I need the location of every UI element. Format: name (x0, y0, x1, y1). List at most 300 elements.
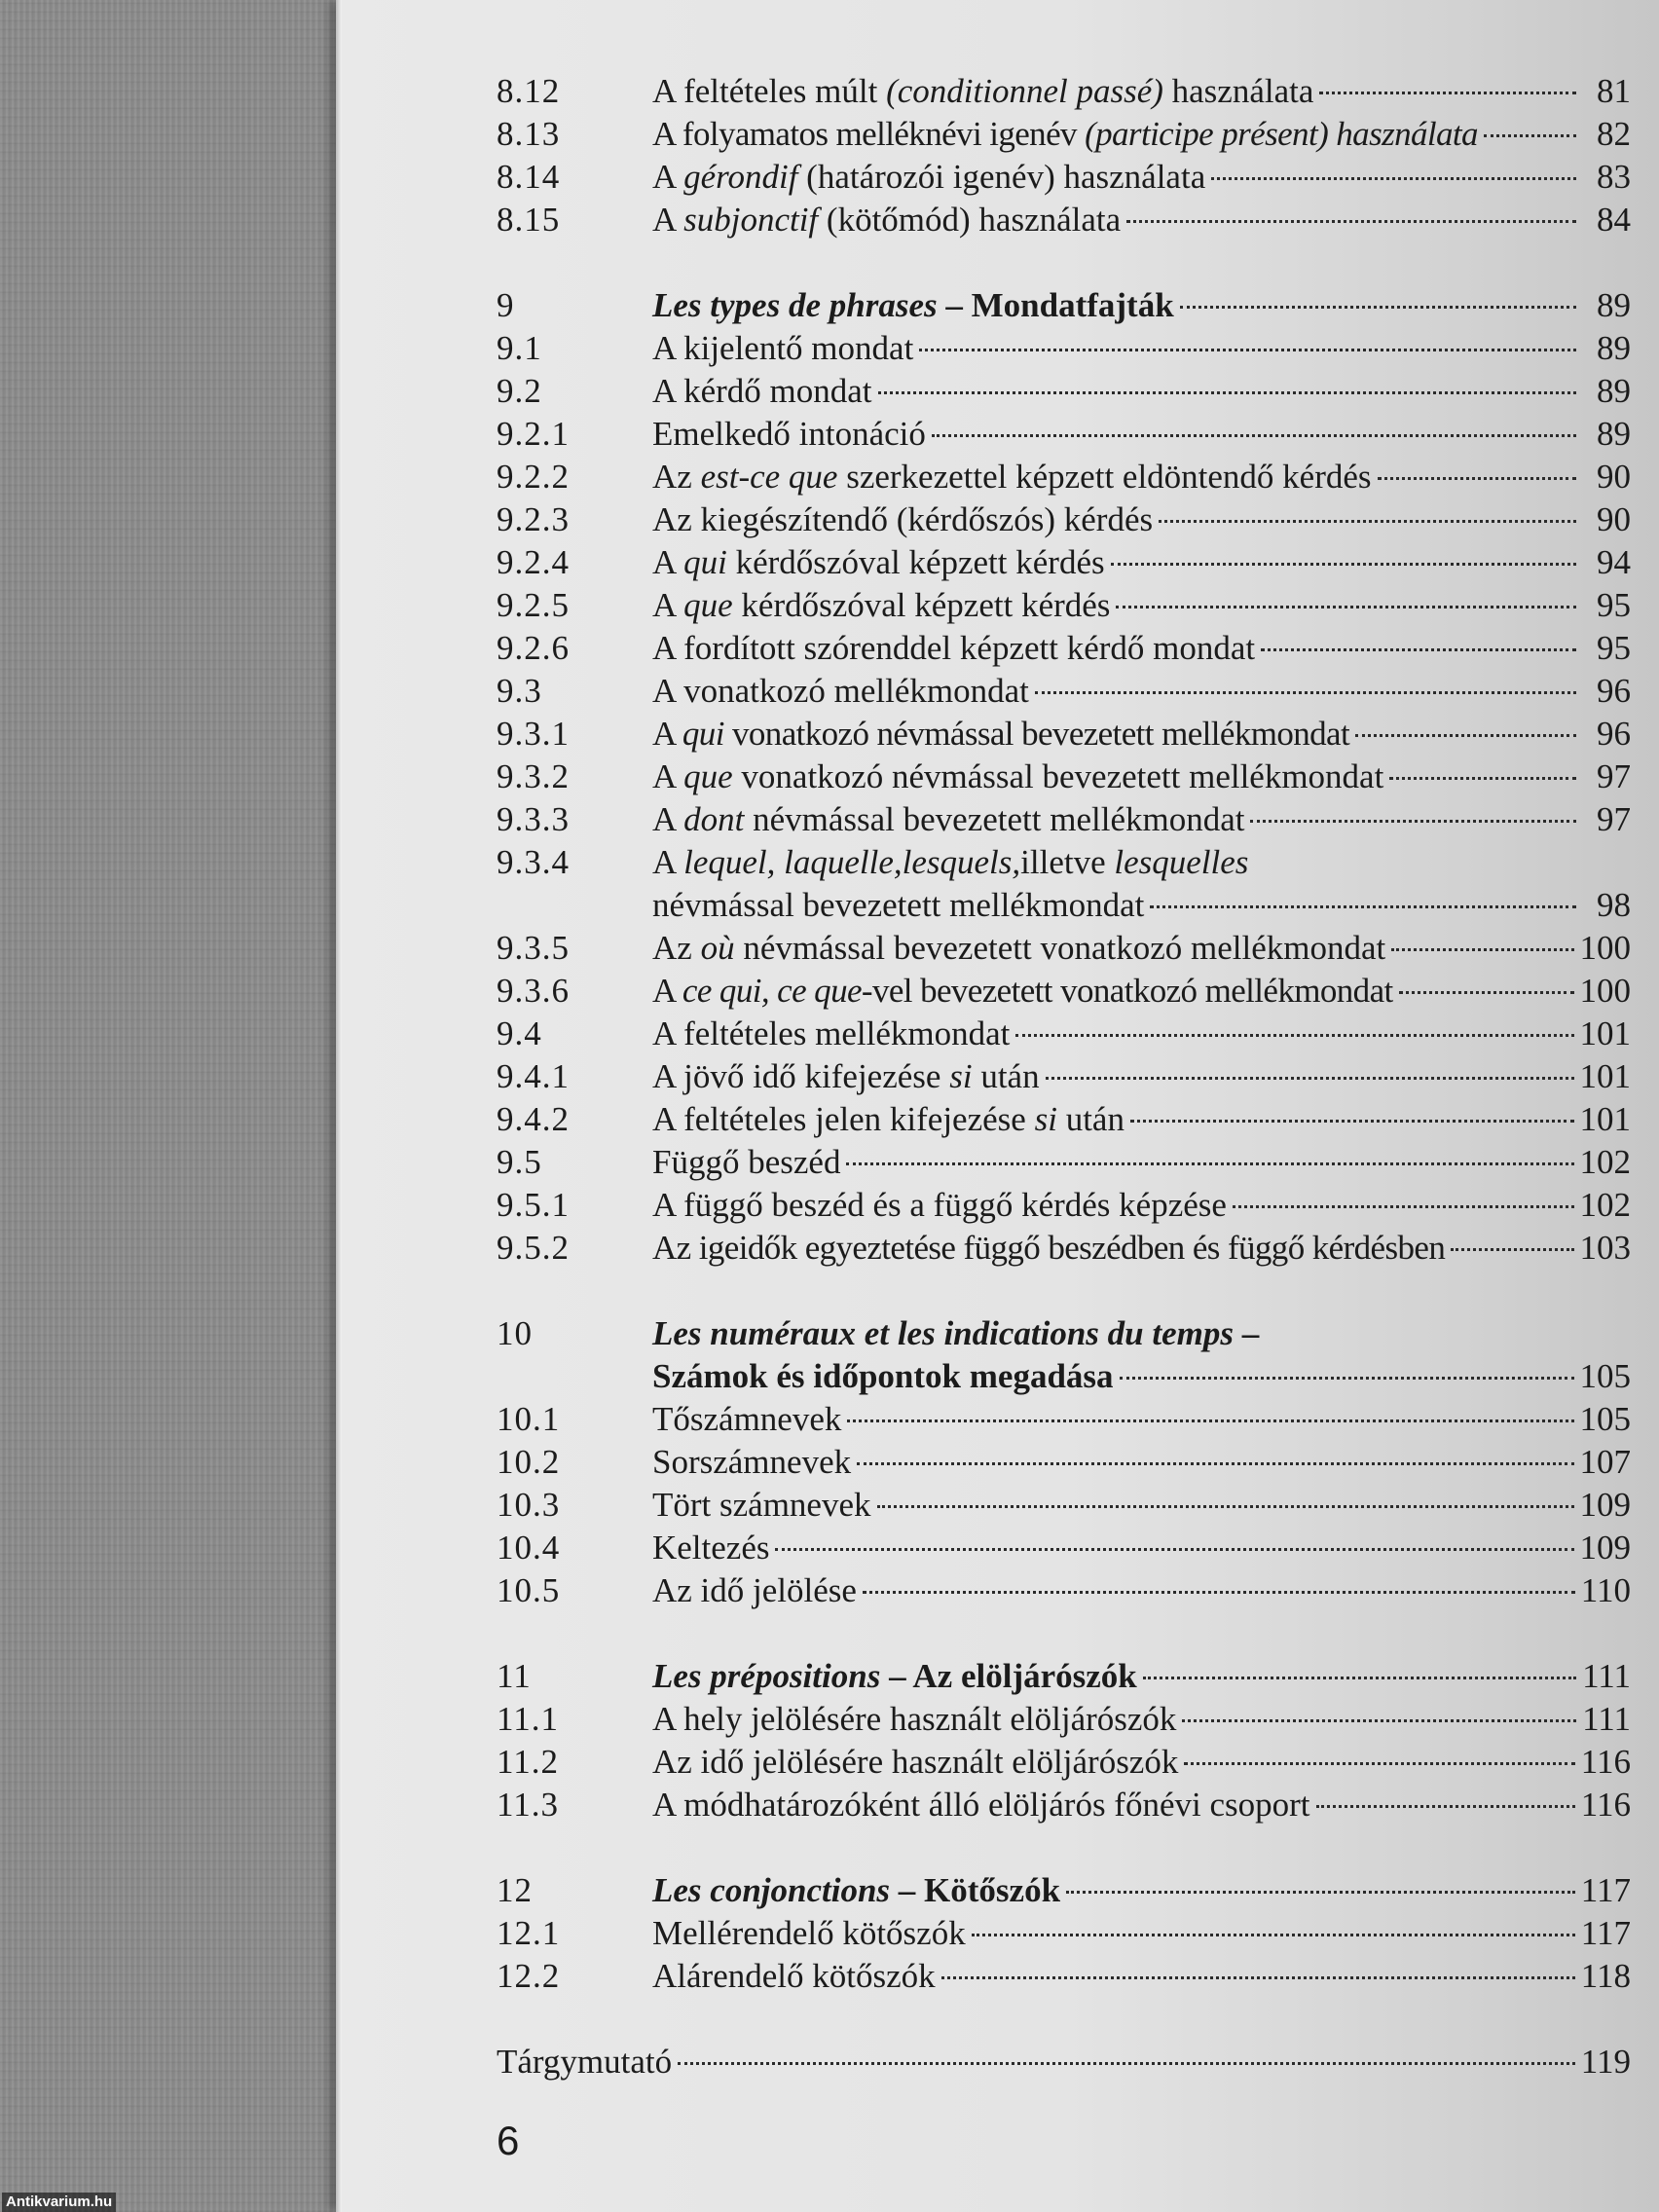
dot-leader (1182, 1719, 1576, 1722)
toc-title-italic: subjonctif (683, 201, 819, 239)
toc-page: 90 (1597, 500, 1631, 538)
toc-entry (652, 841, 1631, 884)
toc-title (652, 1013, 1010, 1055)
toc-page: 82 (1597, 115, 1631, 153)
toc-title (652, 113, 1478, 156)
toc-title-text: A feltételes jelen kifejezése (652, 1100, 1035, 1138)
toc-title (652, 1698, 1176, 1741)
toc-title-italic: Les prépositions (652, 1657, 881, 1695)
toc-entry (652, 413, 1631, 456)
toc-title (652, 1655, 1137, 1698)
toc-entry (652, 1013, 1631, 1055)
toc-number: 9.2 (497, 372, 542, 410)
toc-title (652, 1484, 871, 1527)
toc-title-text: névmással bevezetett mellékmondat (652, 886, 1145, 924)
toc-row (497, 113, 1631, 156)
toc-title-text: használata (1162, 72, 1314, 110)
toc-entry (652, 584, 1631, 627)
toc-number: 9.1 (497, 329, 542, 367)
toc-number: 12.2 (497, 1957, 561, 1995)
toc-number: 8.12 (497, 72, 561, 110)
toc-title-text: Az (652, 929, 701, 967)
toc-number: 8.15 (497, 201, 561, 239)
dot-leader (932, 434, 1576, 437)
toc-title-text: (határozói igenév) használata (797, 158, 1206, 196)
toc-title (652, 970, 1393, 1013)
toc-title (652, 927, 1385, 970)
toc-entry (652, 927, 1631, 970)
toc-title (652, 798, 1244, 841)
toc-number: 9.2.1 (497, 415, 570, 453)
toc-entry (652, 370, 1631, 413)
toc-entry (652, 1569, 1631, 1612)
toc-title (652, 1569, 857, 1612)
toc-row (497, 1398, 1631, 1441)
toc-row (497, 884, 1631, 927)
toc-title-italic: si (949, 1057, 973, 1095)
toc-title-italic: qui (683, 543, 727, 581)
toc-entry (497, 2041, 1631, 2083)
toc-row (497, 156, 1631, 199)
toc-number: 10.3 (497, 1486, 561, 1524)
dot-leader (1261, 648, 1576, 651)
toc-title-text: A jövő idő kifejezése (652, 1057, 950, 1095)
toc-title (652, 1055, 1040, 1098)
toc-title (652, 884, 1144, 927)
toc-entry (652, 1441, 1631, 1484)
toc-page: 81 (1597, 72, 1631, 110)
toc-row (497, 1741, 1631, 1784)
toc-title-italic: Les conjonctions (652, 1871, 891, 1909)
toc-entry (652, 970, 1631, 1013)
toc-page: 90 (1597, 458, 1631, 496)
toc-number: 12.1 (497, 1914, 561, 1952)
toc-page: 89 (1597, 415, 1631, 453)
toc-entry (652, 1398, 1631, 1441)
toc-title-text: (kötőmód) használata (818, 201, 1122, 239)
toc-title-text: A módhatározóként álló elöljárós főnévi csoport (652, 1786, 1310, 1824)
toc-number: 9.5.1 (497, 1186, 570, 1224)
toc-title-text: Az igeidők egyeztetése függő beszédben és függő kérdésben (652, 1229, 1446, 1267)
toc-entry (652, 627, 1631, 670)
toc-entry (652, 113, 1631, 156)
toc-title-text: Az idő jelölésére használt elöljárószók (652, 1743, 1179, 1781)
toc-entry (652, 498, 1631, 541)
toc-number: 9.3.3 (497, 800, 570, 838)
toc-title-italic: lesquelles (1114, 843, 1249, 881)
toc-number: 9.2.3 (497, 500, 570, 538)
toc-title-italic: que (683, 757, 733, 795)
toc-page: 110 (1580, 1571, 1631, 1609)
toc-title-text: Függő beszéd (652, 1143, 841, 1181)
dot-leader (1015, 1034, 1573, 1037)
toc-entry (652, 327, 1631, 370)
dot-leader (1451, 1248, 1573, 1251)
toc-title-text: A (652, 715, 682, 753)
toc-row (497, 370, 1631, 413)
dot-leader (1126, 220, 1576, 223)
dot-leader (972, 1934, 1575, 1936)
toc-title-italic: qui (682, 715, 724, 753)
dot-leader (1316, 1805, 1575, 1808)
toc-title-text: Sorszámnevek (652, 1443, 852, 1481)
toc-title (652, 713, 1349, 756)
toc-row (497, 1055, 1631, 1098)
toc-title (652, 1184, 1227, 1227)
toc-number: 11.3 (497, 1786, 559, 1824)
toc-number: 9.2.5 (497, 586, 570, 624)
toc-page: 83 (1597, 158, 1631, 196)
toc-title (652, 541, 1105, 584)
toc-number: 9.4 (497, 1014, 542, 1052)
toc-title-text: Alárendelő kötőszók (652, 1957, 936, 1995)
dot-leader (1399, 991, 1574, 994)
toc-row (497, 70, 1631, 113)
dot-leader (1250, 820, 1576, 823)
dot-leader (877, 1505, 1574, 1508)
toc-row (497, 1227, 1631, 1270)
toc-chapter-row (497, 1869, 1631, 1912)
toc-title-text: után (1056, 1100, 1124, 1138)
toc-number: 10 (497, 1314, 533, 1352)
toc-title-text: szerkezettel képzett eldöntendő kérdés (837, 458, 1372, 496)
toc-chapter-row (497, 284, 1631, 327)
toc-number: 8.13 (497, 115, 561, 153)
toc-title-text: Számok és időpontok megadása (652, 1357, 1114, 1395)
toc-title-text: A feltételes mellékmondat (652, 1014, 1011, 1052)
toc-row (497, 2041, 1631, 2083)
toc-title-text: A (652, 543, 684, 581)
toc-entry (652, 156, 1631, 199)
toc-row (497, 327, 1631, 370)
dot-leader (1066, 1891, 1575, 1894)
toc-title-italic: lequel, laquelle,lesquels, (683, 843, 1021, 881)
toc-number: 9.2.6 (497, 629, 570, 667)
dot-leader (1130, 1120, 1574, 1123)
dot-leader (1046, 1077, 1574, 1080)
toc-title-text: Keltezés (652, 1529, 770, 1567)
toc-page: 107 (1579, 1443, 1631, 1481)
toc-title (652, 413, 926, 456)
toc-title-text: kérdőszóval képzett kérdés (726, 543, 1105, 581)
toc-title-text: A (652, 158, 684, 196)
toc-title-italic: que (683, 586, 733, 624)
toc-row (497, 1184, 1631, 1227)
toc-page: 101 (1579, 1057, 1631, 1095)
toc-number: 9.3 (497, 672, 542, 710)
toc-number: 10.2 (497, 1443, 561, 1481)
toc-page: 103 (1579, 1229, 1631, 1267)
dot-leader (1319, 92, 1576, 94)
toc-page: 109 (1579, 1529, 1631, 1567)
toc-entry (652, 70, 1631, 113)
book-page (336, 0, 1659, 2212)
toc-entry (652, 1655, 1631, 1698)
dot-leader (941, 1976, 1575, 1979)
toc-title-text: A folyamatos melléknévi igenév (652, 115, 1086, 153)
dot-leader (1391, 948, 1573, 951)
toc-number: 9.4.1 (497, 1057, 570, 1095)
toc-number: 9 (497, 286, 515, 324)
toc-title (652, 1955, 936, 1998)
toc-title-italic: gérondif (683, 158, 798, 196)
toc-chapter-row (497, 1312, 1631, 1355)
toc-entry (652, 756, 1631, 798)
dot-leader (1150, 905, 1576, 908)
toc-number: 10.5 (497, 1571, 561, 1609)
dot-leader (1143, 1677, 1576, 1679)
toc-row (497, 1484, 1631, 1527)
toc-page: 95 (1597, 586, 1631, 624)
table-of-contents (497, 70, 1631, 2083)
toc-title-text: – Az elöljárószók (880, 1657, 1137, 1695)
toc-page: 101 (1579, 1100, 1631, 1138)
toc-title-text: Tört számnevek (652, 1486, 871, 1524)
toc-row (497, 1441, 1631, 1484)
dot-leader (1389, 777, 1576, 780)
toc-entry (652, 713, 1631, 756)
toc-title (652, 498, 1153, 541)
toc-title (652, 1784, 1310, 1826)
toc-row (497, 498, 1631, 541)
toc-page: 105 (1579, 1400, 1631, 1438)
toc-row (497, 1784, 1631, 1826)
toc-title-italic: (participe présent) használata (1085, 115, 1478, 153)
toc-number: 9.5 (497, 1143, 542, 1181)
toc-number: 9.3.6 (497, 972, 570, 1010)
dot-leader (919, 349, 1576, 351)
toc-title (652, 370, 872, 413)
toc-number: 9.3.5 (497, 929, 570, 967)
toc-number: 11 (497, 1657, 532, 1695)
toc-entry (652, 1912, 1631, 1955)
toc-title-text: Mellérendelő kötőszók (652, 1914, 966, 1952)
dot-leader (1035, 691, 1576, 694)
dot-leader (678, 2062, 1575, 2065)
toc-title-text: névmással bevezetett mellékmondat (744, 800, 1245, 838)
toc-title-italic: Les numéraux et les indications du temps (652, 1314, 1234, 1352)
toc-title (652, 1741, 1178, 1784)
toc-page: 102 (1579, 1143, 1631, 1181)
toc-entry (652, 541, 1631, 584)
toc-number: 9.2.4 (497, 543, 570, 581)
dot-leader (846, 1162, 1573, 1165)
toc-row (497, 1141, 1631, 1184)
toc-entry (652, 798, 1631, 841)
toc-entry (652, 1055, 1631, 1098)
dot-leader (857, 1462, 1573, 1465)
toc-title-text: A hely jelölésére használt elöljárószók (652, 1700, 1177, 1738)
toc-page: 98 (1597, 886, 1631, 924)
toc-title (652, 1355, 1114, 1398)
toc-entry (652, 670, 1631, 713)
toc-entry (652, 1141, 1631, 1184)
toc-title-text: A (652, 201, 684, 239)
toc-title-text: A vonatkozó mellékmondat (652, 672, 1029, 710)
toc-title-text: A (652, 843, 684, 881)
page-edge (336, 0, 342, 2212)
toc-title (652, 627, 1255, 670)
toc-title (652, 156, 1205, 199)
toc-title-text: – (1234, 1314, 1260, 1352)
toc-row (497, 670, 1631, 713)
dot-leader (1111, 563, 1576, 566)
toc-number: 9.4.2 (497, 1100, 570, 1138)
toc-title-text: – Kötőszók (890, 1871, 1061, 1909)
toc-entry (652, 1312, 1631, 1355)
toc-entry (652, 884, 1631, 927)
toc-row (497, 1013, 1631, 1055)
toc-title-text: Az (652, 458, 701, 496)
toc-entry (652, 1227, 1631, 1270)
toc-row (497, 541, 1631, 584)
toc-page: 97 (1597, 800, 1631, 838)
toc-entry (652, 1484, 1631, 1527)
toc-row (497, 927, 1631, 970)
dot-leader (1233, 1205, 1574, 1208)
toc-page: 116 (1580, 1786, 1631, 1824)
toc-row (497, 1098, 1631, 1141)
toc-number: 9.3.1 (497, 715, 570, 753)
toc-title-text: vonatkozó névmással bevezetett mellékmondat (723, 715, 1350, 753)
toc-row (497, 1912, 1631, 1955)
toc-title-italic: où (700, 929, 735, 967)
toc-title-text: A feltételes múlt (652, 72, 887, 110)
toc-title (652, 841, 1248, 884)
toc-entry (652, 456, 1631, 498)
toc-title-italic: ce qui, ce que (682, 972, 862, 1010)
toc-row (497, 1955, 1631, 1998)
dot-leader (1378, 477, 1576, 480)
toc-title (497, 2041, 672, 2083)
toc-title-italic: si (1034, 1100, 1057, 1138)
toc-page: 111 (1582, 1657, 1631, 1695)
toc-title-text: A fordított szórenddel képzett kérdő mondat (652, 629, 1256, 667)
toc-title-text: Tárgymutató (497, 2043, 673, 2081)
toc-page: 117 (1580, 1914, 1631, 1952)
toc-page: 102 (1579, 1186, 1631, 1224)
dot-leader (1180, 306, 1576, 309)
toc-title-italic: dont (683, 800, 745, 838)
toc-title (652, 1912, 966, 1955)
dot-leader (1484, 134, 1576, 137)
toc-page: 119 (1580, 2043, 1631, 2081)
toc-page: 109 (1579, 1486, 1631, 1524)
toc-entry (652, 1741, 1631, 1784)
toc-entry (652, 199, 1631, 241)
toc-row (497, 1698, 1631, 1741)
toc-page: 118 (1580, 1957, 1631, 1995)
toc-entry (652, 1355, 1631, 1398)
toc-page: 89 (1597, 329, 1631, 367)
toc-chapter-row (497, 1655, 1631, 1698)
toc-entry (652, 1784, 1631, 1826)
toc-page: 95 (1597, 629, 1631, 667)
toc-title (652, 670, 1029, 713)
toc-title (652, 327, 913, 370)
toc-row (497, 584, 1631, 627)
toc-number: 9.3.2 (497, 757, 570, 795)
toc-page: 89 (1597, 372, 1631, 410)
toc-title-text: névmással bevezetett vonatkozó mellékmondat (734, 929, 1386, 967)
toc-title (652, 199, 1121, 241)
toc-title-text: vonatkozó névmással bevezetett mellékmondat (732, 757, 1384, 795)
toc-title-italic: est-ce que (700, 458, 838, 496)
toc-title-text: A (652, 972, 682, 1010)
toc-title (652, 1141, 840, 1184)
toc-title-text: A kérdő mondat (652, 372, 872, 410)
toc-page: 84 (1597, 201, 1631, 239)
toc-page: 100 (1579, 929, 1631, 967)
toc-number: 9.5.2 (497, 1229, 570, 1267)
toc-row (497, 970, 1631, 1013)
toc-row (497, 841, 1631, 884)
toc-page: 117 (1580, 1871, 1631, 1909)
toc-title-text: A kijelentő mondat (652, 329, 914, 367)
toc-title (652, 1527, 769, 1569)
toc-title-italic: (conditionnel passé) (886, 72, 1163, 110)
dot-leader (1355, 734, 1576, 737)
toc-page: 89 (1597, 286, 1631, 324)
toc-title (652, 756, 1383, 798)
desk-background (0, 0, 336, 2212)
toc-title (652, 1441, 851, 1484)
toc-page: 94 (1597, 543, 1631, 581)
toc-title (652, 1312, 1259, 1355)
toc-title-text: A (652, 757, 684, 795)
watermark: Antikvarium.hu (2, 2193, 116, 2212)
toc-title (652, 584, 1110, 627)
toc-title-text: – Mondatfajták (937, 286, 1174, 324)
toc-row (497, 713, 1631, 756)
page-number: 6 (497, 2118, 520, 2163)
toc-row (497, 627, 1631, 670)
toc-page: 101 (1579, 1014, 1631, 1052)
toc-row (497, 1569, 1631, 1612)
toc-row (497, 456, 1631, 498)
dot-leader (1120, 1377, 1574, 1380)
toc-title (652, 1227, 1445, 1270)
toc-chapter-row (497, 1355, 1631, 1398)
toc-title-text: kérdőszóval képzett kérdés (732, 586, 1111, 624)
toc-row (497, 413, 1631, 456)
dot-leader (775, 1548, 1573, 1551)
toc-number: 8.14 (497, 158, 561, 196)
toc-title-text: Tőszámnevek (652, 1400, 842, 1438)
toc-title-text: -vel bevezetett vonatkozó mellékmondat (861, 972, 1393, 1010)
toc-entry (652, 1869, 1631, 1912)
dot-leader (1159, 520, 1576, 523)
toc-page: 100 (1579, 972, 1631, 1010)
toc-page: 111 (1582, 1700, 1631, 1738)
toc-page: 105 (1579, 1357, 1631, 1395)
toc-page: 96 (1597, 672, 1631, 710)
toc-title-text: A (652, 586, 684, 624)
toc-row (497, 1527, 1631, 1569)
toc-title-text: után (972, 1057, 1040, 1095)
toc-entry (652, 1698, 1631, 1741)
toc-title (652, 456, 1372, 498)
toc-entry (652, 1098, 1631, 1141)
dot-leader (1116, 606, 1576, 608)
toc-row (497, 798, 1631, 841)
toc-title-text: Az idő jelölése (652, 1571, 857, 1609)
toc-row (497, 199, 1631, 241)
toc-title-text: A függő beszéd és a függő kérdés képzése (652, 1186, 1227, 1224)
dot-leader (1211, 177, 1576, 180)
toc-row (497, 756, 1631, 798)
dot-leader (878, 391, 1576, 394)
